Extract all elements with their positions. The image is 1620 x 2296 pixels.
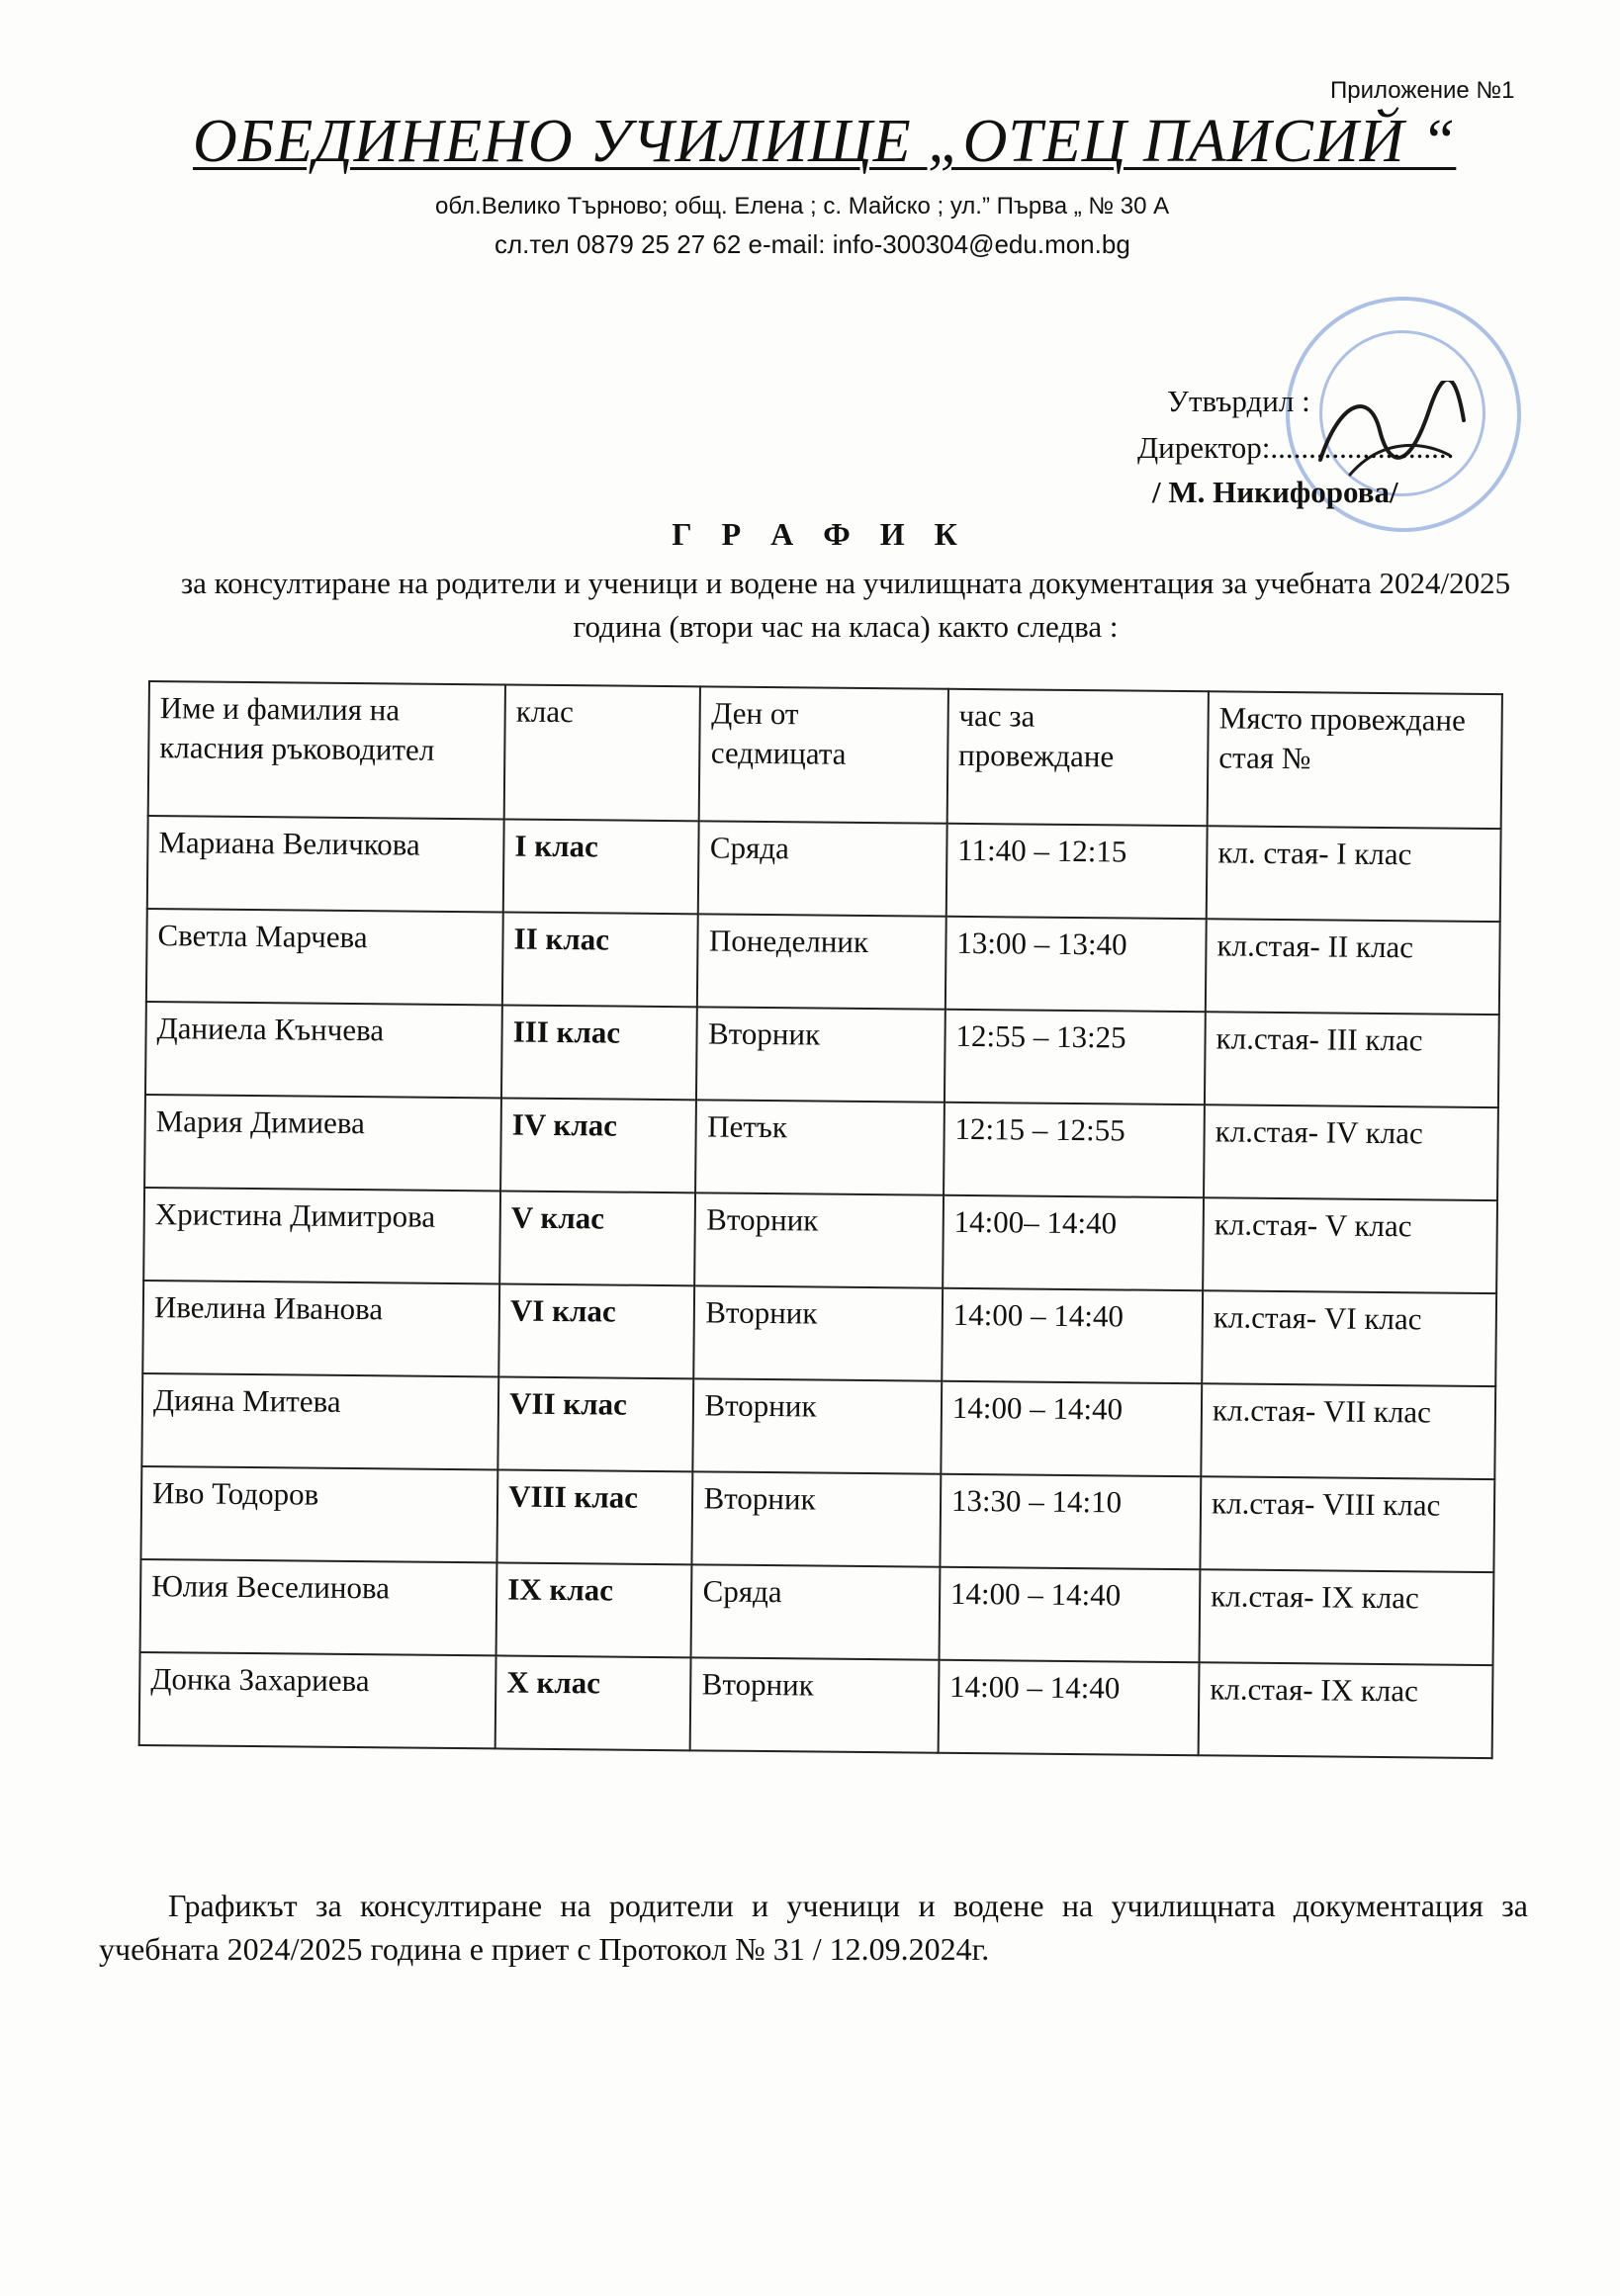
- cell-room: кл.стая- IX клас: [1199, 1662, 1493, 1758]
- table-row: [147, 816, 1501, 922]
- cell-day: Петък: [696, 1100, 945, 1194]
- cell-room: кл. стая- I клас: [1207, 826, 1501, 922]
- cell-day: Сряда: [698, 821, 946, 916]
- table-row: [140, 1466, 1494, 1572]
- cell-day: Понеделник: [697, 914, 945, 1009]
- director-line: Директор:........................: [1137, 430, 1455, 465]
- cell-class: X клас: [495, 1655, 691, 1750]
- header-day: Ден от седмицата: [699, 686, 948, 823]
- cell-class: VIII клас: [497, 1469, 693, 1564]
- cell-time: 12:55 – 13:25: [945, 1010, 1206, 1105]
- cell-class: III клас: [501, 1005, 697, 1100]
- table-header-row: [148, 681, 1502, 829]
- cell-teacher: Мария Димиева: [144, 1095, 501, 1191]
- cell-class: VII клас: [497, 1376, 693, 1471]
- cell-time: 14:00– 14:40: [943, 1195, 1204, 1291]
- cell-time: 12:15 – 12:55: [944, 1103, 1205, 1198]
- approved-label: Утвърдил :: [1167, 384, 1310, 418]
- cell-room: кл.стая- VIII клас: [1200, 1476, 1494, 1572]
- cell-time: 14:00 – 14:40: [942, 1288, 1203, 1384]
- cell-teacher: Дияна Митева: [141, 1373, 498, 1469]
- cell-time: 13:00 – 13:40: [945, 917, 1207, 1013]
- cell-time: 14:00 – 14:40: [938, 1660, 1199, 1756]
- table-row: [139, 1652, 1493, 1758]
- table-row: [146, 909, 1500, 1015]
- document-title: Г Р А Ф И К: [672, 516, 968, 552]
- cell-day: Вторник: [694, 1285, 943, 1380]
- cell-teacher: Иво Тодоров: [140, 1466, 497, 1562]
- cell-teacher: Ивелина Иванова: [142, 1280, 499, 1376]
- table-row: [141, 1373, 1495, 1479]
- table-row: [143, 1188, 1497, 1293]
- cell-class: IV клас: [500, 1098, 696, 1192]
- cell-room: кл.стая- II клас: [1206, 919, 1500, 1015]
- cell-day: Вторник: [693, 1378, 942, 1473]
- school-address: обл.Велико Търново; общ. Елена ; с. Майско ; ул.” Първа „ № 30 А: [435, 193, 1170, 220]
- schedule-table: [138, 680, 1503, 1759]
- cell-room: кл.стая- VII клас: [1201, 1383, 1495, 1479]
- school-contacts: сл.тел 0879 25 27 62 e-mail: info-300304@edu.mon.bg: [495, 229, 1130, 259]
- cell-room: кл.стая- IX клас: [1200, 1569, 1494, 1665]
- director-name: / М. Никифорова/: [1152, 475, 1398, 509]
- cell-day: Вторник: [690, 1657, 939, 1752]
- cell-time: 11:40 – 12:15: [946, 824, 1208, 920]
- cell-teacher: Юлия Веселинова: [140, 1559, 497, 1655]
- cell-teacher: Даниела Кънчева: [145, 1002, 502, 1098]
- document-subtitle: за консултиране на родители и ученици и водене на училищната документация за учебната 2024/2025 година (втори час на класа) както следва :: [180, 566, 1511, 644]
- cell-class: V клас: [499, 1191, 695, 1285]
- cell-day: Вторник: [692, 1471, 941, 1566]
- cell-day: Вторник: [696, 1007, 945, 1102]
- header-teacher: Име и фамилия на класния ръководител: [148, 681, 505, 819]
- cell-day: Вторник: [695, 1192, 944, 1287]
- cell-teacher: Христина Димитрова: [143, 1188, 500, 1283]
- cell-room: кл.стая- III клас: [1205, 1012, 1499, 1107]
- header-class: клас: [504, 684, 701, 821]
- cell-time: 14:00 – 14:40: [939, 1567, 1200, 1663]
- cell-teacher: Донка Захариева: [139, 1652, 496, 1748]
- table-row: [140, 1559, 1494, 1665]
- cell-class: IX клас: [496, 1562, 692, 1657]
- cell-teacher: Мариана Величкова: [147, 816, 504, 912]
- table-row: [145, 1002, 1499, 1107]
- header-time: час за провеждане: [946, 689, 1209, 827]
- cell-class: II клас: [502, 912, 698, 1007]
- table-row: [144, 1095, 1498, 1200]
- cell-class: VI клас: [498, 1283, 694, 1378]
- cell-day: Сряда: [691, 1564, 940, 1659]
- attachment-label: Приложение №1: [1330, 77, 1515, 104]
- cell-room: кл.стая- V клас: [1203, 1197, 1497, 1293]
- cell-time: 14:00 – 14:40: [941, 1381, 1202, 1477]
- cell-class: I клас: [503, 819, 699, 914]
- cell-teacher: Светла Марчева: [146, 909, 503, 1005]
- school-name: ОБЕДИНЕНО УЧИЛИЩЕ „ОТЕЦ ПАИСИЙ “: [193, 108, 1457, 175]
- table-body: [139, 816, 1501, 1758]
- cell-room: кл.стая- VI клас: [1202, 1290, 1496, 1386]
- header-room: Място провеждане стая №: [1208, 691, 1502, 829]
- cell-room: кл.стая- IV клас: [1204, 1104, 1498, 1200]
- table-row: [142, 1280, 1496, 1386]
- approval-footer: Графикът за консултиране на родители и ученици и водене на училищната документация за учебната 2024/2025 година е приет с Протокол № 31 / 12.09.2024г.: [99, 1888, 1528, 1967]
- cell-time: 13:30 – 14:10: [940, 1474, 1201, 1570]
